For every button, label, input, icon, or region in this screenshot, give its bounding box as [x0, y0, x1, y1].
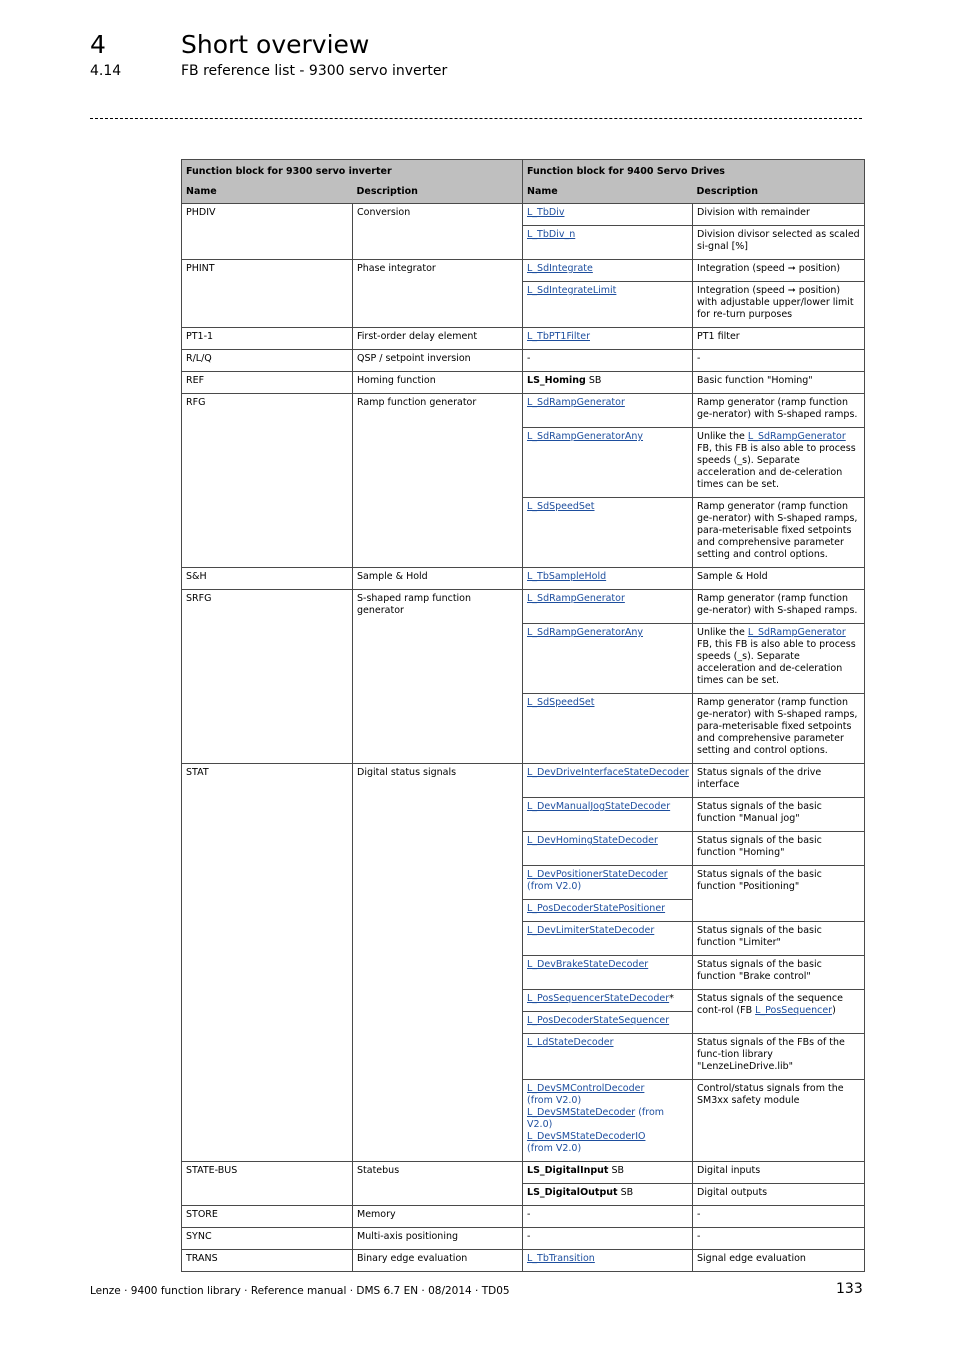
fb-desc-cell: Ramp generator (ramp function ge-nerator) with S-shaped ramps. [693, 394, 865, 428]
fb-desc-cell: Ramp generator (ramp function ge-nerator) with S-shaped ramps, para-meterisable fixed setpoints and comprehensive parameter setting and control options. [693, 498, 865, 568]
table-row [182, 1250, 865, 1272]
fb-link[interactable]: L_LdStateDecoder [527, 1037, 614, 1048]
fb-name-cell: SYNC [182, 1228, 353, 1250]
fb-desc-cell: Ramp generator (ramp function ge-nerator) with S-shaped ramps. [693, 590, 865, 624]
col-header-description-9400: Description [693, 180, 865, 204]
fb-link[interactable]: L_DevBrakeStateDecoder [527, 959, 649, 970]
page-number: 133 [836, 1281, 863, 1297]
fb-link[interactable]: L_DevSMControlDecoder [527, 1083, 645, 1094]
fb-name-cell: STATE-BUS [182, 1162, 353, 1206]
system-block-name: LS_Homing [527, 375, 586, 386]
fb-desc-cell: Integration (speed ➞ position) [693, 260, 865, 282]
fb-desc-cell: Signal edge evaluation [693, 1250, 865, 1272]
table-row [182, 372, 865, 394]
table-row [182, 350, 865, 372]
fb-name-cell: PHDIV [182, 204, 353, 260]
fb-name-cell: STAT [182, 764, 353, 1162]
fb-desc-cell: Status signals of the basic function "Manual jog" [693, 798, 865, 832]
table-row [182, 394, 865, 428]
desc-text: Unlike the [697, 627, 748, 638]
fb-desc-cell: - [693, 1228, 865, 1250]
table-row [182, 1162, 865, 1184]
fb-name-cell: RFG [182, 394, 353, 568]
fb-name-cell: SRFG [182, 590, 353, 764]
desc-text: Status signals of the sequence cont-rol (FB [697, 993, 843, 1016]
fb-link[interactable]: L_DevPositionerStateDecoder [527, 869, 668, 880]
system-block-name: LS_DigitalInput [527, 1165, 609, 1176]
fb-link[interactable]: L_TbSampleHold [527, 571, 607, 582]
fb-link[interactable]: L_SdRampGenerator [527, 593, 625, 604]
fb-desc-cell: Statebus [353, 1162, 523, 1206]
fb-name-cell: STORE [182, 1206, 353, 1228]
version-note: (from V2.0) [527, 1095, 582, 1106]
fb-desc-cell: Integration (speed ➞ position) with adjustable upper/lower limit for re-turn purposes [693, 282, 865, 328]
fb-link[interactable]: L_SdIntegrate [527, 263, 593, 274]
desc-text: FB, this FB is also able to process speeds (_s). Separate acceleration and de-celeration times can be set. [697, 443, 856, 490]
fb-desc-cell: Conversion [353, 204, 523, 260]
fb-link[interactable]: L_SdRampGeneratorAny [527, 431, 644, 442]
fb-desc-cell: Status signals of the basic function "Limiter" [693, 922, 865, 956]
fb-desc-cell: - [693, 1206, 865, 1228]
chapter-title: Short overview [181, 30, 370, 59]
fb-link[interactable]: L_SdSpeedSet [527, 501, 595, 512]
fb-desc-cell: Ramp generator (ramp function ge-nerator) with S-shaped ramps, para-meterisable fixed setpoints and comprehensive parameter setting and control options. [693, 694, 865, 764]
fb-name-cell [523, 1080, 693, 1162]
group-header-9400: Function block for 9400 Servo Drives [523, 160, 865, 181]
fb-name-cell: PT1-1 [182, 328, 353, 350]
fb-desc-cell: Sample & Hold [353, 568, 523, 590]
group-header-9300: Function block for 9300 servo inverter [182, 160, 523, 181]
table-row [182, 764, 865, 798]
version-note: (from V2.0) [527, 1143, 582, 1154]
fb-name-cell: S&H [182, 568, 353, 590]
table-row [182, 204, 865, 226]
fb-link[interactable]: L_SdRampGenerator [747, 431, 846, 442]
system-block-name: LS_DigitalOutput [527, 1187, 618, 1198]
table-row [182, 260, 865, 282]
col-header-name: Name [182, 180, 353, 204]
fb-link[interactable]: L_PosSequencer [755, 1005, 833, 1016]
fb-name-cell: REF [182, 372, 353, 394]
fb-name-cell [523, 1184, 693, 1206]
fb-desc-cell: Digital status signals [353, 764, 523, 1162]
table-row [182, 1228, 865, 1250]
table-row [182, 328, 865, 350]
fb-link[interactable]: L_TbPT1Filter [527, 331, 590, 342]
table-row [182, 568, 865, 590]
fb-link[interactable]: L_DevDriveInterfaceStateDecoder [527, 767, 689, 778]
fb-desc-cell: Homing function [353, 372, 523, 394]
col-header-name-9400: Name [523, 180, 693, 204]
fb-desc-cell [693, 428, 865, 498]
table-row [182, 1206, 865, 1228]
fb-desc-cell: PT1 filter [693, 328, 865, 350]
fb-name-cell [523, 372, 693, 394]
section-title: FB reference list - 9300 servo inverter [181, 63, 448, 79]
system-block-suffix: SB [585, 375, 602, 386]
desc-text: ) [832, 1005, 836, 1016]
fb-link[interactable]: L_TbDiv [527, 207, 565, 218]
fb-name-cell: - [523, 1206, 693, 1228]
version-note: (from V2.0) [527, 881, 582, 892]
fb-desc-cell: Status signals of the basic function "Brake control" [693, 956, 865, 990]
fb-desc-cell: Status signals of the basic function "Homing" [693, 832, 865, 866]
fb-link[interactable]: L_DevSMStateDecoderIO [527, 1131, 646, 1142]
col-header-description: Description [353, 180, 523, 204]
fb-desc-cell: Digital inputs [693, 1162, 865, 1184]
fb-desc-cell: S-shaped ramp function generator [353, 590, 523, 764]
fb-desc-cell: QSP / setpoint inversion [353, 350, 523, 372]
fb-link[interactable]: L_DevManualJogStateDecoder [527, 801, 671, 812]
table-row [182, 590, 865, 624]
fb-desc-cell [693, 624, 865, 694]
version-note: (from V2.0) [527, 1107, 665, 1130]
fb-desc-cell: Status signals of the FBs of the func-tion library "LenzeLineDrive.lib" [693, 1034, 865, 1080]
fb-reference-table [181, 159, 865, 1272]
header-divider [90, 118, 862, 119]
fb-link[interactable]: L_DevLimiterStateDecoder [527, 925, 655, 936]
fb-name-cell: TRANS [182, 1250, 353, 1272]
fb-desc-cell [693, 990, 865, 1034]
fb-link[interactable]: L_TbTransition [527, 1253, 595, 1264]
fb-desc-cell: Division divisor selected as scaled si-gnal [%] [693, 226, 865, 260]
fb-desc-cell: Memory [353, 1206, 523, 1228]
fb-desc-cell: Sample & Hold [693, 568, 865, 590]
fb-desc-cell: Digital outputs [693, 1184, 865, 1206]
fb-link[interactable]: L_SdSpeedSet [527, 697, 595, 708]
fb-name-cell [523, 1162, 693, 1184]
fb-desc-cell: Phase integrator [353, 260, 523, 328]
fb-desc-cell: Ramp function generator [353, 394, 523, 568]
fb-link[interactable]: L_TbDiv_n [527, 229, 576, 240]
fb-link[interactable]: L_PosDecoderStatePositioner [527, 903, 666, 914]
fb-desc-cell: Control/status signals from the SM3xx safety module [693, 1080, 865, 1162]
desc-text: FB, this FB is also able to process speeds (_s). Separate acceleration and de-celeration times can be set. [697, 639, 856, 686]
fb-link[interactable]: L_DevHomingStateDecoder [527, 835, 658, 846]
fb-name-cell: - [523, 1228, 693, 1250]
footer-text: Lenze · 9400 function library · Reference manual · DMS 6.7 EN · 08/2014 · TD05 [90, 1285, 510, 1297]
chapter-number: 4 [90, 30, 106, 59]
fb-desc-cell: Status signals of the basic function "Positioning" [693, 866, 865, 922]
section-number: 4.14 [90, 63, 122, 79]
fb-desc-cell: First-order delay element [353, 328, 523, 350]
footnote-marker: * [669, 993, 674, 1004]
system-block-suffix: SB [617, 1187, 634, 1198]
desc-text: Unlike the [697, 431, 748, 442]
fb-desc-cell: Binary edge evaluation [353, 1250, 523, 1272]
fb-name-cell: R/L/Q [182, 350, 353, 372]
fb-link[interactable]: L_SdRampGeneratorAny [527, 627, 644, 638]
fb-link[interactable]: L_SdRampGenerator [747, 627, 846, 638]
fb-link[interactable]: L_SdRampGenerator [527, 397, 625, 408]
fb-link[interactable]: L_PosDecoderStateSequencer [527, 1015, 670, 1026]
fb-desc-cell: Multi-axis positioning [353, 1228, 523, 1250]
fb-desc-cell: Status signals of the drive interface [693, 764, 865, 798]
fb-desc-cell: Division with remainder [693, 204, 865, 226]
fb-name-cell: - [523, 350, 693, 372]
fb-link[interactable]: L_SdIntegrateLimit [527, 285, 617, 296]
fb-name-cell: PHINT [182, 260, 353, 328]
system-block-suffix: SB [608, 1165, 625, 1176]
fb-link[interactable]: L_PosSequencerStateDecoder [527, 993, 670, 1004]
fb-desc-cell: - [693, 350, 865, 372]
fb-link[interactable]: L_DevSMStateDecoder [527, 1107, 636, 1118]
fb-desc-cell: Basic function "Homing" [693, 372, 865, 394]
